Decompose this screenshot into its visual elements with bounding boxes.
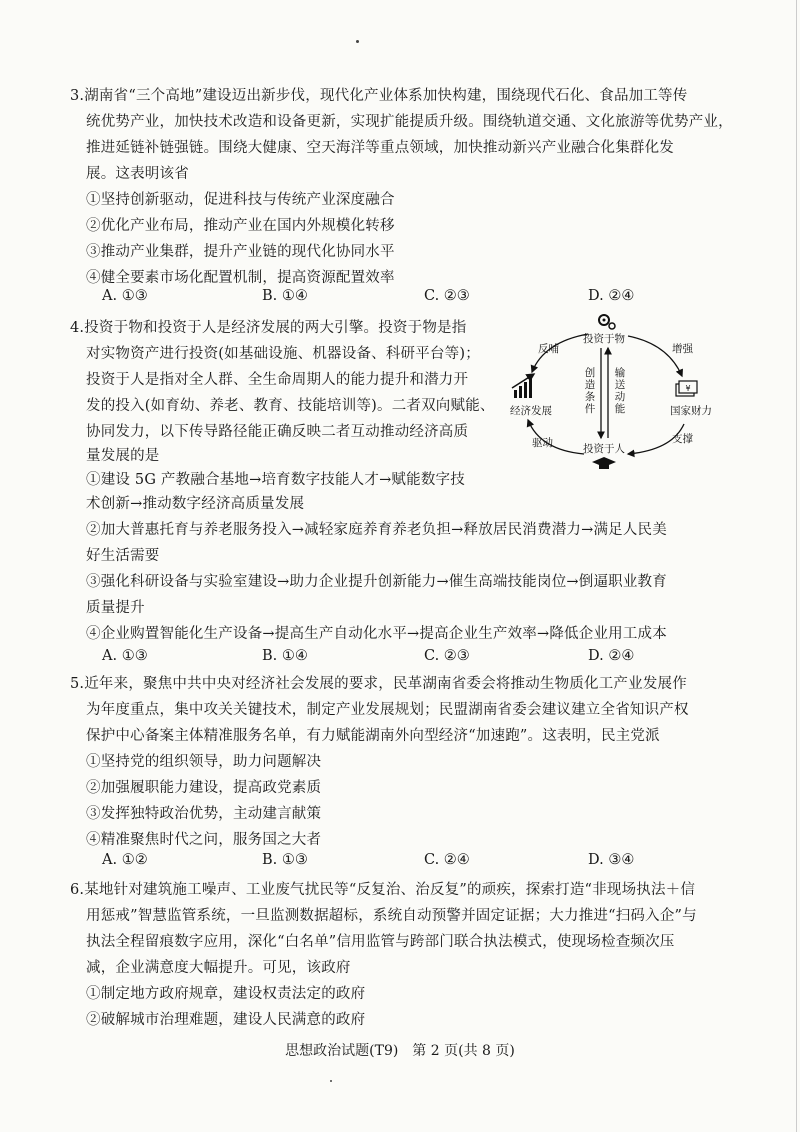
q4-stem-line-6: 量发展的是 — [86, 448, 160, 464]
vertical-char: 能 — [614, 403, 626, 415]
node-national-finance: 国家财力 — [670, 405, 712, 417]
q3-stem-line-4: 展。这表明该省 — [86, 166, 189, 182]
growth-chart-icon — [512, 374, 534, 398]
q5-stem-line-3: 保护中心备案主体精准服务名单，有力赋能湖南外向型经济“加速跑”。这表明，民主党派 — [86, 728, 660, 744]
q6-stem-line-4: 减，企业满意度大幅提升。可见，该政府 — [86, 960, 351, 976]
label-support: 支撑 — [672, 433, 693, 445]
q6-option-1: ①制定地方政府规章，建设权责法定的政府 — [86, 986, 366, 1002]
vertical-char: 件 — [584, 403, 596, 415]
q4-stem-line-5: 协同发力，以下传导路径能正确反映二者互动推动经济高质 — [86, 424, 469, 440]
q3-option-4: ④健全要素市场化配置机制，提高资源配置效率 — [86, 270, 395, 286]
q3-option-2: ②优化产业布局，推动产业在国内外规模化转移 — [86, 218, 395, 234]
q5-option-1: ①坚持党的组织领导，助力问题解决 — [86, 754, 322, 770]
q6-stem-line-1: 6.某地针对建筑施工噪声、工业废气扰民等“反复治、治反复”的顽疾，探索打造“非现场执法＋信 — [70, 882, 696, 898]
q3-answer-d: D. ②④ — [588, 288, 635, 304]
q5-answer-a: A. ①② — [102, 852, 148, 868]
q4-option-3b: 质量提升 — [86, 600, 145, 616]
q4-answer-d: D. ②④ — [588, 648, 635, 664]
arc-strengthen — [628, 336, 682, 376]
q5-option-4: ④精准聚焦时代之问，服务国之大者 — [86, 832, 322, 848]
vertical-char: 动 — [614, 391, 626, 403]
gear-icon — [599, 315, 615, 329]
node-economic-development: 经济发展 — [510, 405, 552, 417]
label-create-conditions — [585, 366, 596, 415]
q5-option-3: ③发挥独特政治优势，主动建言献策 — [86, 806, 322, 822]
q4-option-2b: 好生活需要 — [86, 548, 160, 564]
scan-edge — [796, 0, 797, 1132]
q6-stem-line-3: 执法全程留痕数字应用，深化“白名单”信用监管与跨部门联合执法模式，使现场检查频次压 — [86, 934, 675, 950]
q4-answer-a: A. ①③ — [102, 648, 148, 664]
q5-answer-b: B. ①③ — [262, 852, 308, 868]
q3-stem-line-3: 推进延链补链强链。围绕大健康、空天海洋等重点领域，加快推动新兴产业融合化集群化发 — [86, 140, 674, 156]
vertical-char: 创 — [584, 367, 596, 379]
q3-option-3: ③推动产业集群，提升产业链的现代化协同水平 — [86, 244, 395, 260]
q5-stem-line-2: 为年度重点，集中攻关关键技术，制定产业发展规划；民盟湖南省委会建议建立全省知识产权 — [86, 702, 689, 718]
label-deliver-momentum — [615, 366, 626, 415]
q4-answer-c: C. ②③ — [424, 648, 470, 664]
node-invest-in-things: 投资于物 — [583, 333, 625, 345]
q5-answer-d: D. ③④ — [588, 852, 635, 868]
q3-stem-line-1: 3.湖南省“三个高地”建设迈出新步伐，现代化产业体系加快构建，围绕现代石化、食品加工等传 — [70, 88, 688, 104]
node-invest-in-people: 投资于人 — [583, 443, 625, 455]
q4-answer-b: B. ①④ — [262, 648, 308, 664]
q4-stem-line-1: 4.投资于物和投资于人是经济发展的两大引擎。投资于物是指 — [70, 320, 467, 336]
label-drive: 驱动 — [532, 437, 553, 449]
q3-answer-a: A. ①③ — [102, 288, 148, 304]
q5-option-2: ②加强履职能力建设，提高政党素质 — [86, 780, 322, 796]
q4-stem-line-2: 对实物资产进行投资(如基础设施、机器设备、科研平台等)； — [86, 346, 480, 362]
q4-option-3a: ③强化科研设备与实验室建设→助力企业提升创新能力→催生高端技能岗位→倒逼职业教育 — [86, 574, 667, 590]
q4-option-4: ④企业购置智能化生产设备→提高生产自动化水平→提高企业生产效率→降低企业用工成本 — [86, 626, 667, 642]
q5-answer-c: C. ②④ — [424, 852, 470, 868]
investment-cycle-diagram — [504, 312, 712, 472]
graduation-cap-icon — [592, 457, 616, 469]
q3-answer-c: C. ②③ — [424, 288, 470, 304]
vertical-char: 造 — [584, 379, 596, 391]
vertical-char: 条 — [584, 391, 596, 403]
svg-text:¥: ¥ — [685, 384, 691, 393]
label-feedback: 反哺 — [538, 343, 559, 355]
q3-answer-b: B. ①④ — [262, 288, 308, 304]
q5-stem-line-1: 5.近年来，聚焦中共中央对经济社会发展的要求，民革湖南省委会将推动生物质化工产业发展作 — [70, 676, 687, 692]
q4-option-1b: 术创新→推动数字经济高质量发展 — [86, 496, 305, 512]
q4-option-2a: ②加大普惠托育与养老服务投入→减轻家庭养育养老负担→释放居民消费潜力→满足人民美 — [86, 522, 667, 538]
page-footer: 思想政治试题(T9) 第 2 页(共 8 页) — [285, 1043, 515, 1059]
q4-stem-line-4: 发的投入(如育幼、养老、教育、技能培训等)。二者双向赋能、 — [86, 398, 495, 414]
q3-stem-line-2: 统优势产业，加快技术改造和设备更新，实现扩能提质升级。围绕轨道交通、文化旅游等优势产业， — [86, 114, 733, 130]
q3-option-1: ①坚持创新驱动，促进科技与传统产业深度融合 — [86, 192, 395, 208]
scan-speck — [356, 40, 359, 43]
q6-stem-line-2: 用惩戒”智慧监管系统，一旦监测数据超标，系统自动预警并固定证据；大力推进“扫码入企”与 — [86, 908, 697, 924]
scan-speck — [330, 1080, 332, 1082]
money-icon — [676, 381, 697, 396]
vertical-char: 输 — [614, 367, 626, 379]
q4-option-1a: ①建设 5G 产教融合基地→培育数字技能人才→赋能数字技 — [86, 472, 465, 488]
q4-stem-line-3: 投资于人是指对全人群、全生命周期人的能力提升和潜力开 — [86, 372, 469, 388]
label-strengthen: 增强 — [672, 343, 693, 355]
vertical-char: 送 — [614, 379, 626, 391]
q6-option-2: ②破解城市治理难题，建设人民满意的政府 — [86, 1012, 366, 1028]
